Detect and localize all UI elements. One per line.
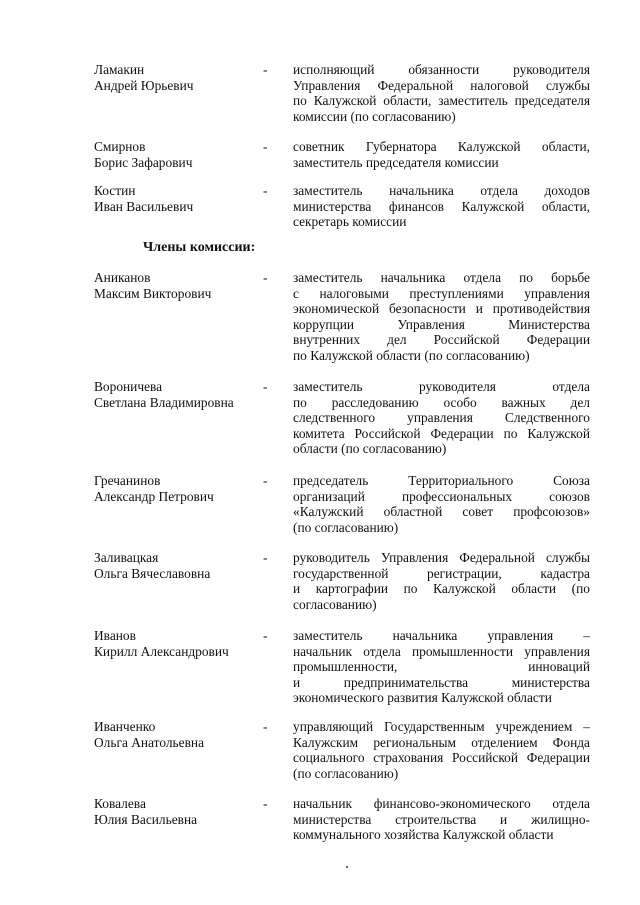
- members-heading: Члены комиссии:: [143, 240, 256, 255]
- member-given-name: Андрей Юрьевич: [94, 77, 194, 93]
- role-line: следственного управления Следственного: [293, 410, 590, 425]
- role-line: и картографии по Калужской области (по: [293, 581, 590, 596]
- member-surname: Иванов: [94, 628, 136, 643]
- member-name: [94, 139, 264, 170]
- member-role: [293, 379, 590, 457]
- role-line: начальник финансово-экономического отдела: [293, 796, 590, 811]
- role-line: промышленности, инноваций: [293, 659, 590, 674]
- member-given-name: Светлана Владимировна: [94, 394, 234, 410]
- member-given-name: Борис Зафарович: [94, 154, 193, 170]
- member-role: [293, 796, 590, 843]
- member-surname: Заливацкая: [94, 550, 159, 565]
- member-name: [94, 379, 264, 410]
- role-line: заместитель начальника отдела доходов: [293, 183, 590, 198]
- separator-dash: -: [263, 796, 268, 811]
- role-line: Калужским региональным отделением Фонда: [293, 734, 590, 750]
- member-role: [293, 270, 590, 363]
- scan-speck: [346, 866, 348, 868]
- member-role: [293, 719, 590, 781]
- role-line: коррупции Управления Министерства: [293, 316, 590, 332]
- member-role: [293, 139, 590, 170]
- member-name: [94, 628, 264, 659]
- role-line: комиссии (по согласованию): [293, 108, 456, 124]
- role-line: исполняющий обязанности руководителя: [293, 62, 590, 77]
- member-given-name: Александр Петрович: [94, 488, 214, 504]
- member-given-name: Ольга Анатольевна: [94, 734, 205, 750]
- role-line: управляющий Государственным учреждением –: [293, 719, 590, 734]
- separator-dash: -: [263, 183, 268, 198]
- role-line: согласованию): [293, 596, 377, 612]
- member-surname: Аниканов: [94, 270, 151, 285]
- member-surname: Ламакин: [94, 62, 145, 77]
- member-role: [293, 473, 590, 535]
- role-line: области (по согласованию): [293, 441, 447, 456]
- role-line: и предпринимательства министерства: [293, 674, 590, 690]
- role-line: заместитель руководителя отдела: [293, 379, 590, 394]
- role-line: комитета Российской Федерации по Калужской: [293, 425, 590, 441]
- member-name: [94, 473, 264, 504]
- member-name: [94, 796, 264, 827]
- member-surname: Вороничева: [94, 379, 163, 394]
- member-name: [94, 719, 264, 750]
- role-line: коммунального хозяйства Калужской области: [293, 827, 554, 842]
- separator-dash: -: [263, 139, 268, 154]
- role-line: председатель Территориального Союза: [293, 473, 590, 488]
- member-role: [293, 62, 590, 124]
- role-line: заместитель начальника управления –: [293, 628, 590, 643]
- role-line: (по согласованию): [293, 765, 399, 781]
- role-line: заместитель председателя комиссии: [293, 154, 499, 170]
- member-surname: Гречанинов: [94, 473, 161, 488]
- role-line: по Калужской области, заместитель председателя: [293, 93, 590, 108]
- role-line: организаций профессиональных союзов: [293, 488, 590, 504]
- separator-dash: -: [263, 270, 268, 285]
- member-surname: Иванченко: [94, 719, 156, 734]
- member-name: [94, 550, 264, 581]
- role-line: (по согласованию): [293, 519, 399, 535]
- member-given-name: Юлия Васильевна: [94, 811, 198, 827]
- role-line: советник Губернатора Калужской области,: [293, 139, 590, 154]
- role-line: секретарь комиссии: [293, 214, 407, 229]
- role-line: с налоговыми преступлениями управления: [293, 285, 590, 301]
- separator-dash: -: [263, 628, 268, 643]
- role-line: «Калужский областной совет профсоюзов»: [293, 504, 590, 519]
- member-surname: Ковалева: [94, 796, 146, 811]
- member-given-name: Ольга Вячеславовна: [94, 565, 211, 581]
- role-line: заместитель начальника отдела по борьбе: [293, 270, 590, 285]
- role-line: по расследованию особо важных дел: [293, 394, 590, 410]
- separator-dash: -: [263, 719, 268, 734]
- role-line: экономического развития Калужской области: [293, 690, 552, 705]
- role-line: экономической безопасности и противодействия: [293, 301, 590, 316]
- separator-dash: -: [263, 473, 268, 488]
- separator-dash: -: [263, 62, 268, 77]
- role-line: министерства строительства и жилищно-: [293, 811, 590, 827]
- member-given-name: Кирилл Александрович: [94, 643, 229, 659]
- role-line: по Калужской области (по согласованию): [293, 347, 530, 363]
- role-line: руководитель Управления Федеральной службы: [293, 550, 590, 565]
- member-name: [94, 62, 264, 93]
- member-surname: Костин: [94, 183, 136, 198]
- member-name: [94, 270, 264, 301]
- role-line: Управления Федеральной налоговой службы: [293, 77, 590, 93]
- separator-dash: -: [263, 550, 268, 565]
- separator-dash: -: [263, 379, 268, 394]
- role-line: государственной регистрации, кадастра: [293, 565, 590, 581]
- role-line: начальник отдела промышленности управления: [293, 643, 590, 659]
- member-given-name: Иван Васильевич: [94, 198, 194, 214]
- member-role: [293, 628, 590, 706]
- role-line: внутренних дел Российской Федерации: [293, 332, 590, 347]
- member-name: [94, 183, 264, 214]
- member-given-name: Максим Викторович: [94, 285, 212, 301]
- member-role: [293, 183, 590, 230]
- role-line: социального страхования Российской Федерации: [293, 750, 590, 765]
- role-line: министерства финансов Калужской области,: [293, 198, 590, 214]
- member-surname: Смирнов: [94, 139, 146, 154]
- member-role: [293, 550, 590, 612]
